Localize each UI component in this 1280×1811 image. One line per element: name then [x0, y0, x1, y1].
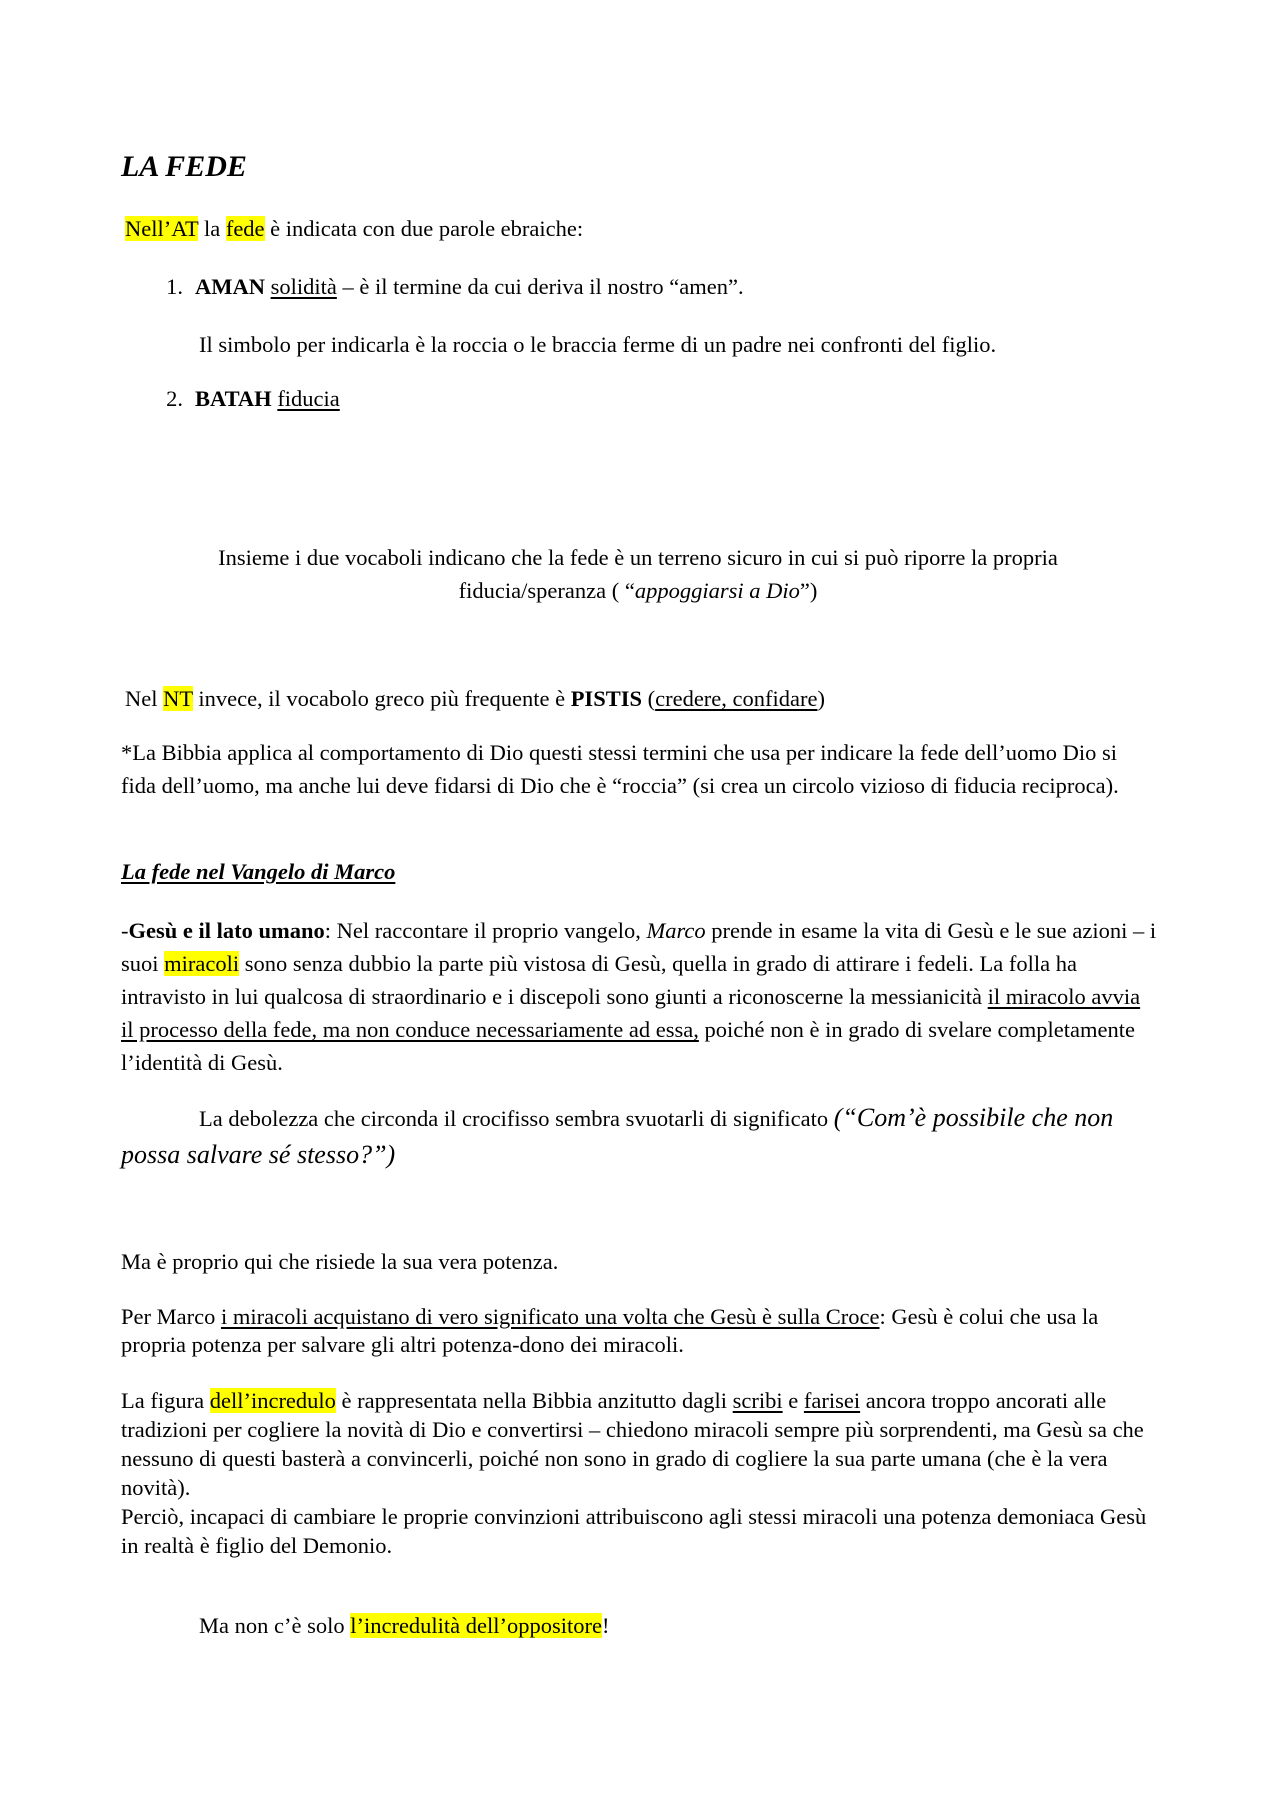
highlight-at: Nell’AT	[125, 216, 199, 241]
nt-paragraph: Nel NT invece, il vocabolo greco più frequente è PISTIS (credere, confidare)	[125, 686, 825, 711]
incredulo-paragraph: La figura dell’incredulo è rappresentata nella Bibbia anzitutto dagli scribi e farisei ancora troppo ancorati alle tradizioni per cogliere la novità di Dio e convertirsi – chiedono miracoli sempre più sorprendenti, ma Gesù sa che nessuno di questi basterà a convincerli, poiché non sono in grado di cogliere la sua parte umana (che è la vera novità). Perciò, incapaci di cambiare le proprie convinzioni attribuiscono agli stessi miracoli una potenza demoniaca Gesù in realtà è figlio del Demonio.	[121, 1388, 1147, 1558]
list-item: 1. AMAN solidità – è il termine da cui deriva il nostro “amen”.	[166, 274, 744, 299]
weakness-paragraph: La debolezza che circonda il crocifisso sembra svuotarli di significato (“Com’è possibile che non possa salvare sé stesso?”)	[121, 1103, 1114, 1169]
closing-paragraph: Ma non c’è solo l’incredulità dell’oppositore!	[199, 1613, 610, 1638]
intro-paragraph: Nell’AT la fede è indicata con due parole ebraiche:	[125, 216, 584, 241]
meaning-solidita: solidità	[270, 274, 337, 299]
section-heading: La fede nel Vangelo di Marco	[121, 859, 396, 884]
quote: (“Com’è possibile che non possa salvare sé stesso?”)	[121, 1103, 1114, 1169]
highlight-nt: NT	[163, 686, 193, 711]
highlight-miracoli: miracoli	[164, 951, 240, 976]
per-marco-paragraph: Per Marco i miracoli acquistano di vero significato una volta che Gesù è sulla Croce: Gesù è colui che usa la propria potenza per salvare gli altri potenza-dono dei miracoli.	[121, 1304, 1099, 1357]
term-aman: AMAN	[195, 274, 265, 299]
marco-paragraph: -Gesù e il lato umano: Nel raccontare il proprio vangelo, Marco prende in esame la vita di Gesù e le sue azioni – i suoi miracoli sono senza dubbio la parte più vistosa di Gesù, quella in grado di attirare i fedeli. La folla ha intravisto in lui qualcosa di straordinario e i discepoli sono giunti a riconoscerne la messianicità il miracolo avvia il processo della fede, ma non conduce necessariamente ad essa, poiché non è in grado di svelare completamente l’identità di Gesù.	[121, 918, 1157, 1075]
list-item: 2. BATAH fiducia	[166, 386, 340, 411]
highlight-incredulita: l’incredulità dell’oppositore	[350, 1613, 603, 1638]
highlight-fede: fede	[225, 216, 265, 241]
term-batah: BATAH	[195, 386, 272, 411]
page-title: LA FEDE	[121, 150, 247, 183]
power-paragraph: Ma è proprio qui che risiede la sua vera potenza.	[121, 1249, 559, 1274]
bible-note-paragraph: *La Bibbia applica al comportamento di Dio questi stessi termini che usa per indicare la fede dell’uomo Dio si fida dell’uomo, ma anche lui deve fidarsi di Dio che è “roccia” (si crea un circolo vizioso di fiducia reciproca).	[121, 740, 1119, 798]
together-paragraph: Insieme i due vocaboli indicano che la fede è un terreno sicuro in cui si può riporre la propria fiducia/speranza ( “appoggiarsi a Dio”)	[218, 545, 1058, 603]
list-item-note: Il simbolo per indicarla è la roccia o le braccia ferme di un padre nei confronti del figlio.	[199, 332, 997, 357]
meaning-fiducia: fiducia	[277, 386, 340, 411]
highlight-incredulo: dell’incredulo	[209, 1388, 336, 1413]
term-pistis: PISTIS	[570, 686, 642, 711]
